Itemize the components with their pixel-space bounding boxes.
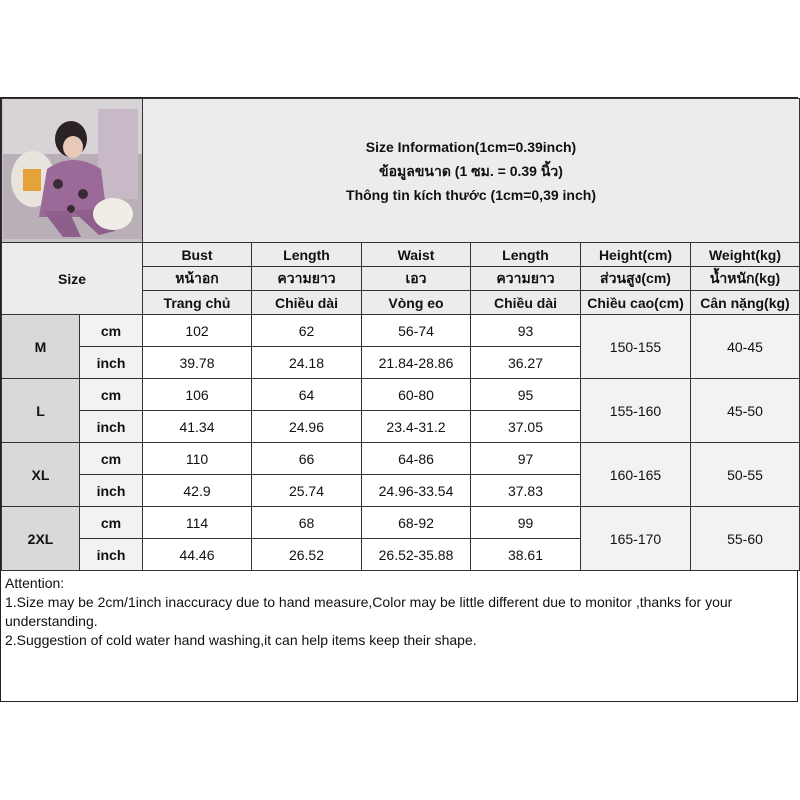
- cell-cm: 97: [471, 443, 581, 475]
- unit-cm: cm: [80, 507, 143, 539]
- col-header-vi: Trang chủ: [143, 291, 252, 315]
- col-header-en: Height(cm): [581, 243, 691, 267]
- cell-cm: 66: [252, 443, 362, 475]
- col-header-vi: Vòng eo: [362, 291, 471, 315]
- title-en: Size Information(1cm=0.39inch): [365, 138, 577, 155]
- table-row: [2, 507, 800, 539]
- cell-inch: 24.96-33.54: [362, 475, 471, 507]
- cell-cm: 106: [143, 379, 252, 411]
- cell-cm: 62: [252, 315, 362, 347]
- col-header-en: Weight(kg): [691, 243, 800, 267]
- col-header-th: หน้าอก: [143, 267, 252, 291]
- col-header-en: Length: [471, 243, 581, 267]
- cell-cm: 93: [471, 315, 581, 347]
- cell-inch: 24.96: [252, 411, 362, 443]
- cell-inch: 21.84-28.86: [362, 347, 471, 379]
- size-name: M: [2, 315, 80, 379]
- col-header-en: Waist: [362, 243, 471, 267]
- cell-inch: 23.4-31.2: [362, 411, 471, 443]
- size-heading: Size: [2, 243, 143, 315]
- col-header-en: Length: [252, 243, 362, 267]
- cell-cm: 60-80: [362, 379, 471, 411]
- cell-weight: 40-45: [691, 315, 800, 379]
- cell-inch: 42.9: [143, 475, 252, 507]
- cell-cm: 68-92: [362, 507, 471, 539]
- cell-weight: 45-50: [691, 379, 800, 443]
- size-table: [1, 98, 800, 571]
- cell-cm: 95: [471, 379, 581, 411]
- unit-cm: cm: [80, 315, 143, 347]
- cell-cm: 102: [143, 315, 252, 347]
- table-row: [2, 443, 800, 475]
- cell-inch: 26.52-35.88: [362, 539, 471, 571]
- col-header-th: เอว: [362, 267, 471, 291]
- cell-cm: 56-74: [362, 315, 471, 347]
- col-header-vi: Cân nặng(kg): [691, 291, 800, 315]
- unit-inch: inch: [80, 475, 143, 507]
- title-block: [143, 99, 800, 243]
- attention-notes: [5, 574, 795, 650]
- size-name: L: [2, 379, 80, 443]
- title-vi: Thông tin kích thước (1cm=0,39 inch): [346, 186, 596, 203]
- unit-cm: cm: [80, 443, 143, 475]
- cell-height: 155-160: [581, 379, 691, 443]
- table-row: [2, 315, 800, 347]
- cell-cm: 114: [143, 507, 252, 539]
- cell-cm: 99: [471, 507, 581, 539]
- cell-cm: 68: [252, 507, 362, 539]
- cell-cm: 64-86: [362, 443, 471, 475]
- cell-inch: 24.18: [252, 347, 362, 379]
- col-header-vi: Chiều dài: [252, 291, 362, 315]
- cell-height: 165-170: [581, 507, 691, 571]
- unit-inch: inch: [80, 347, 143, 379]
- cell-inch: 39.78: [143, 347, 252, 379]
- cell-inch: 41.34: [143, 411, 252, 443]
- cell-inch: 37.83: [471, 475, 581, 507]
- cell-inch: 36.27: [471, 347, 581, 379]
- col-header-th: ส่วนสูง(cm): [581, 267, 691, 291]
- cell-height: 160-165: [581, 443, 691, 507]
- cell-weight: 50-55: [691, 443, 800, 507]
- cell-inch: 44.46: [143, 539, 252, 571]
- title-th: ข้อมูลขนาด (1 ซม. = 0.39 นิ้ว): [379, 162, 563, 179]
- unit-inch: inch: [80, 411, 143, 443]
- cell-inch: 25.74: [252, 475, 362, 507]
- col-header-en: Bust: [143, 243, 252, 267]
- col-header-vi: Chiều cao(cm): [581, 291, 691, 315]
- product-photo-image: [3, 99, 142, 239]
- cell-inch: 26.52: [252, 539, 362, 571]
- cell-height: 150-155: [581, 315, 691, 379]
- cell-inch: 38.61: [471, 539, 581, 571]
- col-header-th: ความยาว: [471, 267, 581, 291]
- cell-cm: 64: [252, 379, 362, 411]
- col-header-th: ความยาว: [252, 267, 362, 291]
- size-chart: [0, 97, 798, 702]
- size-name: XL: [2, 443, 80, 507]
- notes-line-2: 2.Suggestion of cold water hand washing,it can help items keep their shape.: [5, 632, 477, 648]
- cell-cm: 110: [143, 443, 252, 475]
- cell-weight: 55-60: [691, 507, 800, 571]
- product-photo: [2, 99, 143, 243]
- unit-inch: inch: [80, 539, 143, 571]
- cell-inch: 37.05: [471, 411, 581, 443]
- col-header-th: น้ำหนัก(kg): [691, 267, 800, 291]
- table-row: [2, 379, 800, 411]
- notes-line-1: 1.Size may be 2cm/1inch inaccuracy due to hand measure,Color may be little different due to monitor ,thanks for your understanding.: [5, 594, 733, 629]
- notes-heading: Attention:: [5, 575, 65, 591]
- size-name: 2XL: [2, 507, 80, 571]
- unit-cm: cm: [80, 379, 143, 411]
- col-header-vi: Chiều dài: [471, 291, 581, 315]
